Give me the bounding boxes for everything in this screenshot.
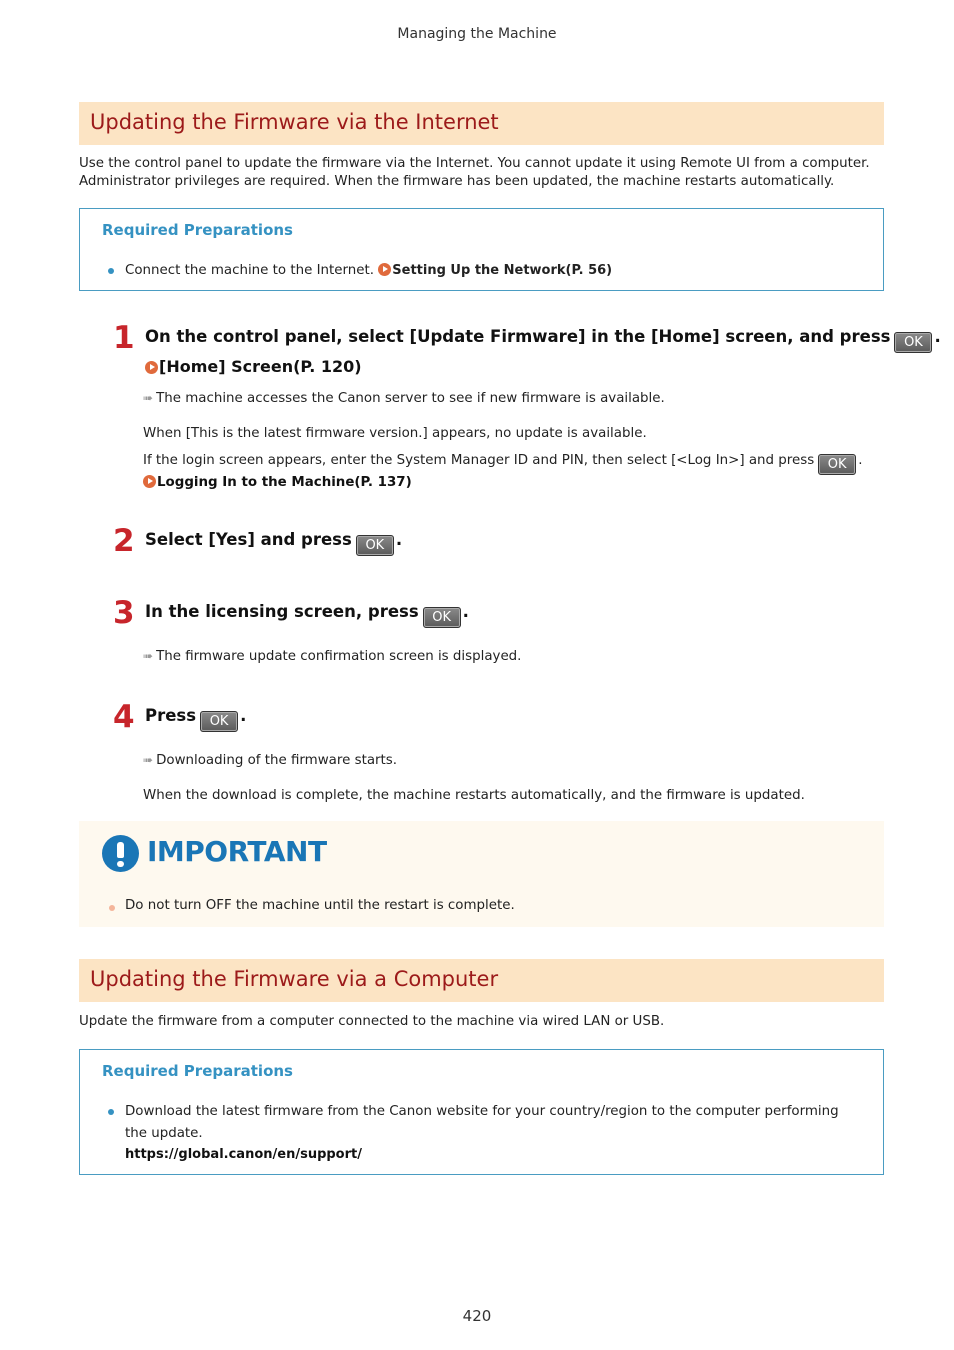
link-arrow-icon (143, 475, 156, 488)
step-result-4: ➠ Downloading of the firmware starts. (143, 753, 398, 768)
step-number-2: 2 (113, 523, 135, 559)
step-note-1a: When [This is the latest firmware version.] appears, no update is available. (143, 426, 647, 441)
section-title-internet: Updating the Firmware via the Internet (79, 102, 884, 145)
important-title: IMPORTANT (147, 835, 327, 868)
step-text-4: Press OK . (145, 706, 246, 732)
step-result-1: ➠ The machine accesses the Canon server to see if new firmware is available. (143, 391, 665, 406)
running-header: Managing the Machine (397, 26, 557, 42)
bullet-icon (108, 1109, 114, 1115)
page-number: 420 (462, 1307, 492, 1325)
important-item: Do not turn OFF the machine until the restart is complete. (125, 898, 515, 913)
section-intro-internet: Use the control panel to update the firmware via the Internet. You cannot update it using Remote UI from a computer. Administrator privileges are required. When the firmware has been updated, the machine restarts automatically. (79, 156, 870, 189)
bullet-icon (108, 268, 114, 274)
step-note-4: When the download is complete, the machine restarts automatically, and the firmware is updated. (143, 788, 805, 803)
required-preparations-box (79, 208, 884, 291)
step-result-3: ➠ The firmware update confirmation screen is displayed. (143, 649, 522, 664)
step-text-1: On the control panel, select [Update Firmware] in the [Home] screen, and press OK . (145, 327, 941, 353)
ok-key-icon: OK (894, 332, 932, 353)
prep-item-link[interactable]: Setting Up the Network(P. 56) (392, 263, 613, 278)
section-intro-computer: Update the firmware from a computer connected to the machine via wired LAN or USB. (79, 1014, 665, 1029)
bullet-icon (109, 905, 115, 911)
link-arrow-icon (378, 263, 391, 276)
step-link-home-screen[interactable]: [Home] Screen(P. 120) (145, 357, 362, 376)
step-link-logging-in[interactable]: Logging In to the Machine(P. 137) (143, 475, 412, 490)
result-arrow-icon: ➠ (143, 391, 154, 405)
step-number-3: 3 (113, 595, 135, 631)
prep-item-line2: the update. (125, 1126, 203, 1141)
prep-item-line1: Download the latest firmware from the Canon website for your country/region to the computer performing (125, 1104, 839, 1119)
section-title-computer: Updating the Firmware via a Computer (79, 959, 884, 1002)
prep-title: Required Preparations (102, 221, 293, 239)
prep-item-text: Connect the machine to the Internet. (125, 263, 379, 278)
step-text-3: In the licensing screen, press OK . (145, 602, 469, 628)
ok-key-icon: OK (818, 454, 856, 475)
required-preparations-box-2 (79, 1049, 884, 1175)
step-number-4: 4 (113, 699, 135, 735)
ok-key-icon: OK (356, 535, 394, 556)
step-number-1: 1 (113, 320, 135, 356)
ok-key-icon: OK (200, 711, 238, 732)
result-arrow-icon: ➠ (143, 649, 154, 663)
result-arrow-icon: ➠ (143, 753, 154, 767)
ok-key-icon: OK (423, 607, 461, 628)
step-note-1b: If the login screen appears, enter the System Manager ID and PIN, then select [<Log In>] and press OK . (143, 453, 862, 475)
important-box (79, 821, 884, 927)
link-arrow-icon (145, 361, 158, 374)
exclamation-icon (102, 835, 139, 872)
prep-item-url[interactable]: https://global.canon/en/support/ (125, 1147, 362, 1162)
step-text-2: Select [Yes] and press OK . (145, 530, 402, 556)
prep-title: Required Preparations (102, 1062, 293, 1080)
